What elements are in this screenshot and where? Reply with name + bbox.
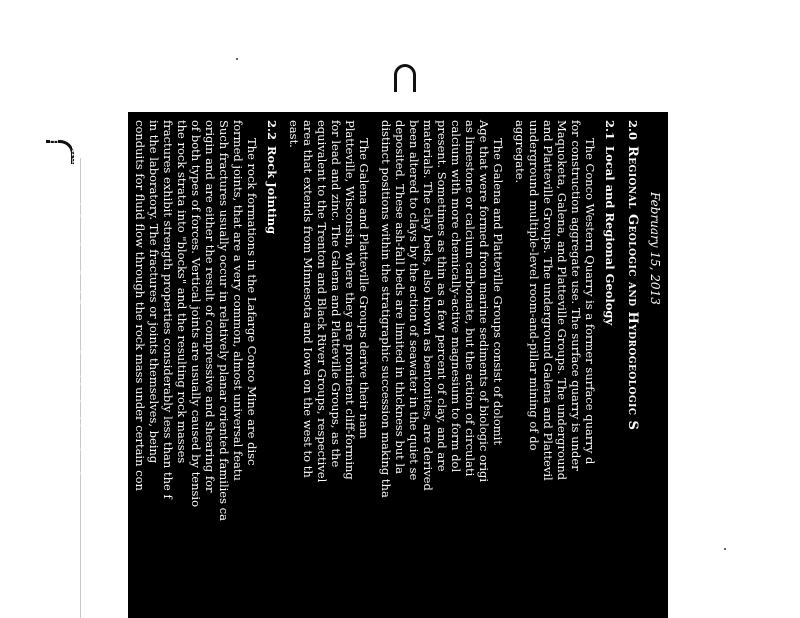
paragraph-line: conduits for fluid flow through the rock mass under certain con: [133, 120, 147, 491]
subsection-title: Rock Jointing: [265, 146, 279, 235]
paragraph-line: equivalent to the Trenton and Black River Groups, respectivel: [315, 120, 329, 483]
document-text-block: [33, 112, 668, 618]
paragraph: [379, 120, 505, 618]
paragraph-line: for lead and zinc. The Galena and Platteville Groups, as the: [329, 120, 343, 468]
paragraph-line: of both types of forces. Vertical joints are usually caused by tensio: [189, 120, 203, 508]
paragraph-line: fractures exhibit strength properties considerably less than the f: [161, 120, 175, 499]
paragraph-line: The Galena and Platteville Groups derive their nam: [357, 138, 371, 439]
paragraph-line: east.: [287, 120, 301, 148]
paragraph: [287, 120, 371, 618]
paragraph-line: The rock formations in the Lafarge Conco Mine are disc: [245, 138, 259, 466]
binder-hole-mark-top: [394, 64, 416, 92]
paragraph: [513, 120, 597, 618]
paragraph-line: distinct positions within the stratigraphic succession making tha: [379, 120, 393, 498]
paragraph-line: for construction aggregate use. The surface quarry is under: [569, 120, 583, 471]
paragraph-line: Maquoketa, Galena, and Platteville Groups. The underground: [555, 120, 569, 481]
paragraph-line: Buschbach (1961) and Willman (1971) have noted: [47, 138, 61, 431]
paragraph-line: Age that were formed from marine sediments of biologic origi: [477, 120, 491, 483]
paragraph-line: as limestone or calcium carbonate, but the action of circulati: [463, 120, 477, 477]
subsection-number: 2.1: [603, 120, 617, 141]
paragraph-line: origin and are either the result of compressive and shearing for: [203, 120, 217, 493]
scan-speck: [724, 548, 726, 550]
subsection-heading: [265, 120, 279, 618]
header-date: February 15, 2013: [648, 192, 662, 305]
section-number: 2.0: [626, 120, 640, 141]
paragraph-line: calcium with more chemically-active magnesium to form dol: [449, 120, 463, 473]
section-title: Regional Geologic and Hydrogeologic S: [625, 146, 640, 431]
paragraph-line: present. Sometimes as thin as a few percent of clay, and are: [435, 120, 449, 472]
inverted-rotated-scan: [33, 112, 668, 618]
paragraph-line: The presence of the near-vertical through-going joint: [111, 138, 125, 449]
paragraph-line: materials. The clay beds, also known as bentonites, are derived: [421, 120, 435, 491]
paragraph-line: The Galena and Platteville Groups consist of dolomit: [491, 138, 505, 445]
paragraph: [133, 120, 259, 618]
paragraph-line: aggregate.: [513, 120, 527, 184]
paragraph-line: formed joints, that are a very common, almost universal featu: [231, 120, 245, 481]
paragraph-line: The Conco Western Quarry is a former surface quarry d: [583, 138, 597, 465]
paragraph-line: planes, creates a condition of three-dimensional "fracture-flo: [97, 120, 111, 476]
paragraph-line: continuity, and therefore fluid flow, is often blocked by clay-fi: [69, 120, 83, 477]
section-heading: [625, 120, 640, 618]
paragraph-line: in the laboratory. The fractures or joints themselves, being: [147, 120, 161, 464]
paragraph-line: deposited. These ash-fall beds are limited in thickness but la: [393, 120, 407, 474]
paragraph-line: Platteville, Wisconsin, where they are prominent cliff-forming: [343, 120, 357, 480]
paragraph-line: and Platteville Groups. The underground Galena and Plattevil: [541, 120, 555, 481]
paragraph-line: masses present in the Lafarge Conco Stone Mine. Howev: [83, 120, 97, 455]
paragraph-line: Such fractures usually occur in relatively planar oriented families ca: [217, 120, 231, 521]
paragraph-line: area that extends from Minnesota and Iowa on the west to th: [301, 120, 315, 478]
paragraph-line: underground multiple-level room-and-pillar mining of do: [527, 120, 541, 451]
scan-speck: [236, 58, 238, 60]
paragraph: [33, 120, 61, 618]
paragraph-line: been altered to clays by the action of seawater in the quiet se: [407, 120, 421, 481]
subsection-title: Local and Regional Geology: [603, 146, 617, 326]
paragraph: [69, 120, 125, 618]
paragraph-line: the rock strata into "blocks" and the resulting rock masses: [175, 120, 189, 464]
subsection-number: 2.2: [265, 120, 279, 141]
subsection-heading: [603, 120, 617, 618]
paragraph-line: between the Galena and Platteville Groups. In the Lafarge C: [33, 120, 47, 474]
